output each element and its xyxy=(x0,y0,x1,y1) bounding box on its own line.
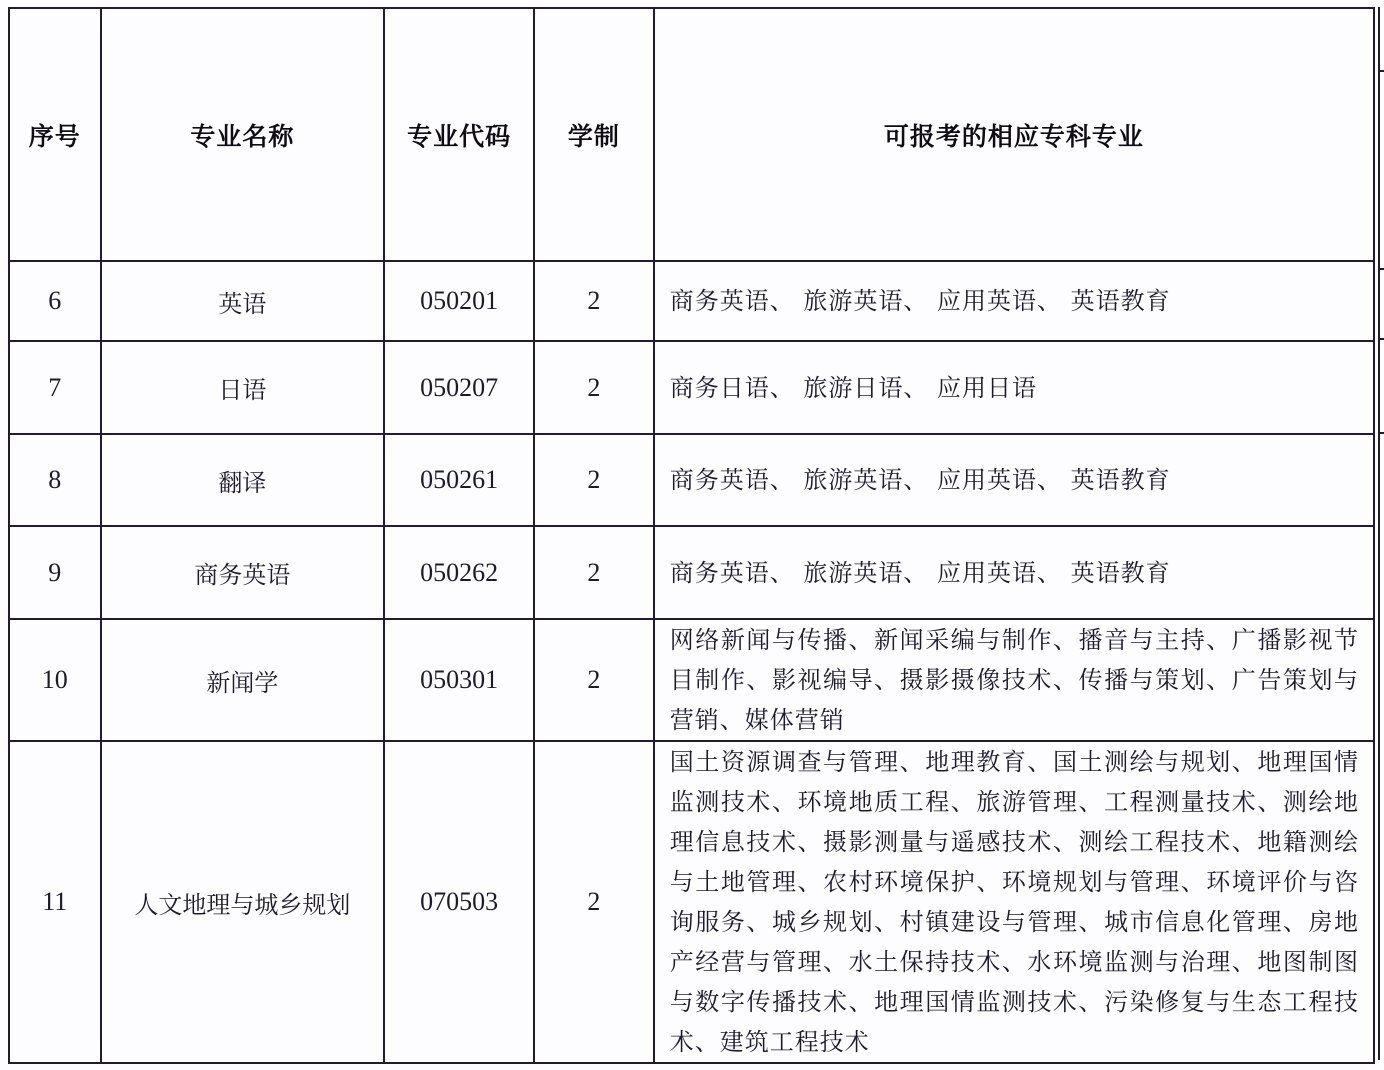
table-row xyxy=(9,619,1374,741)
header-index: 序号 xyxy=(9,8,101,261)
row-major-name: 英语 xyxy=(101,261,385,341)
header-related-majors: 可报考的相应专科专业 xyxy=(654,8,1374,261)
majors-table xyxy=(8,7,1375,1064)
row-index: 7 xyxy=(9,341,101,434)
row-major-name: 新闻学 xyxy=(101,619,385,741)
adjacent-column-border xyxy=(1378,7,1380,1060)
adjacent-row-border xyxy=(1378,338,1384,340)
row-index: 10 xyxy=(9,619,101,741)
row-major-code: 050262 xyxy=(384,526,534,619)
row-duration: 2 xyxy=(534,261,654,341)
header-major-code: 专业代码 xyxy=(384,8,534,261)
row-duration: 2 xyxy=(534,434,654,526)
header-major-name: 专业名称 xyxy=(101,8,385,261)
table-row xyxy=(9,261,1374,341)
row-major-code: 050207 xyxy=(384,341,534,434)
row-related-majors: 网络新闻与传播、新闻采编与制作、播音与主持、广播影视节目制作、影视编导、摄影摄像技术、传播与策划、广告策划与营销、媒体营销 xyxy=(654,619,1374,741)
row-major-code: 050201 xyxy=(384,261,534,341)
row-major-name: 日语 xyxy=(101,341,385,434)
row-related-majors: 商务英语、 旅游英语、 应用英语、 英语教育 xyxy=(654,526,1374,619)
row-major-code: 050261 xyxy=(384,434,534,526)
row-related-majors: 商务英语、 旅游英语、 应用英语、 英语教育 xyxy=(654,261,1374,341)
row-index: 9 xyxy=(9,526,101,619)
adjacent-row-border xyxy=(1378,268,1384,270)
row-major-name: 商务英语 xyxy=(101,526,385,619)
row-major-code: 070503 xyxy=(384,741,534,1063)
table-row xyxy=(9,526,1374,619)
row-duration: 2 xyxy=(534,341,654,434)
adjacent-row-border xyxy=(1378,432,1384,434)
header-duration: 学制 xyxy=(534,8,654,261)
row-duration: 2 xyxy=(534,526,654,619)
row-related-majors: 国土资源调查与管理、地理教育、国土测绘与规划、地理国情监测技术、环境地质工程、旅游管理、工程测量技术、测绘地理信息技术、摄影测量与遥感技术、测绘工程技术、地籍测绘与土地管理、农村环境保护、环境规划与管理、环境评价与咨询服务、城乡规划、村镇建设与管理、城市信息化管理、房地产经营与管理、水土保持技术、水环境监测与治理、地图制图与数字传播技术、地理国情监测技术、污染修复与生态工程技术、建筑工程技术 xyxy=(654,741,1374,1063)
row-duration: 2 xyxy=(534,619,654,741)
row-related-majors: 商务英语、 旅游英语、 应用英语、 英语教育 xyxy=(654,434,1374,526)
header-row xyxy=(9,8,1374,261)
row-index: 8 xyxy=(9,434,101,526)
adjacent-row-border xyxy=(1378,70,1384,72)
row-major-code: 050301 xyxy=(384,619,534,741)
row-major-name: 翻译 xyxy=(101,434,385,526)
table-row xyxy=(9,434,1374,526)
row-major-name: 人文地理与城乡规划 xyxy=(101,741,385,1063)
table-row xyxy=(9,341,1374,434)
row-index: 6 xyxy=(9,261,101,341)
row-related-majors: 商务日语、 旅游日语、 应用日语 xyxy=(654,341,1374,434)
row-duration: 2 xyxy=(534,741,654,1063)
table-row xyxy=(9,741,1374,1063)
row-index: 11 xyxy=(9,741,101,1063)
